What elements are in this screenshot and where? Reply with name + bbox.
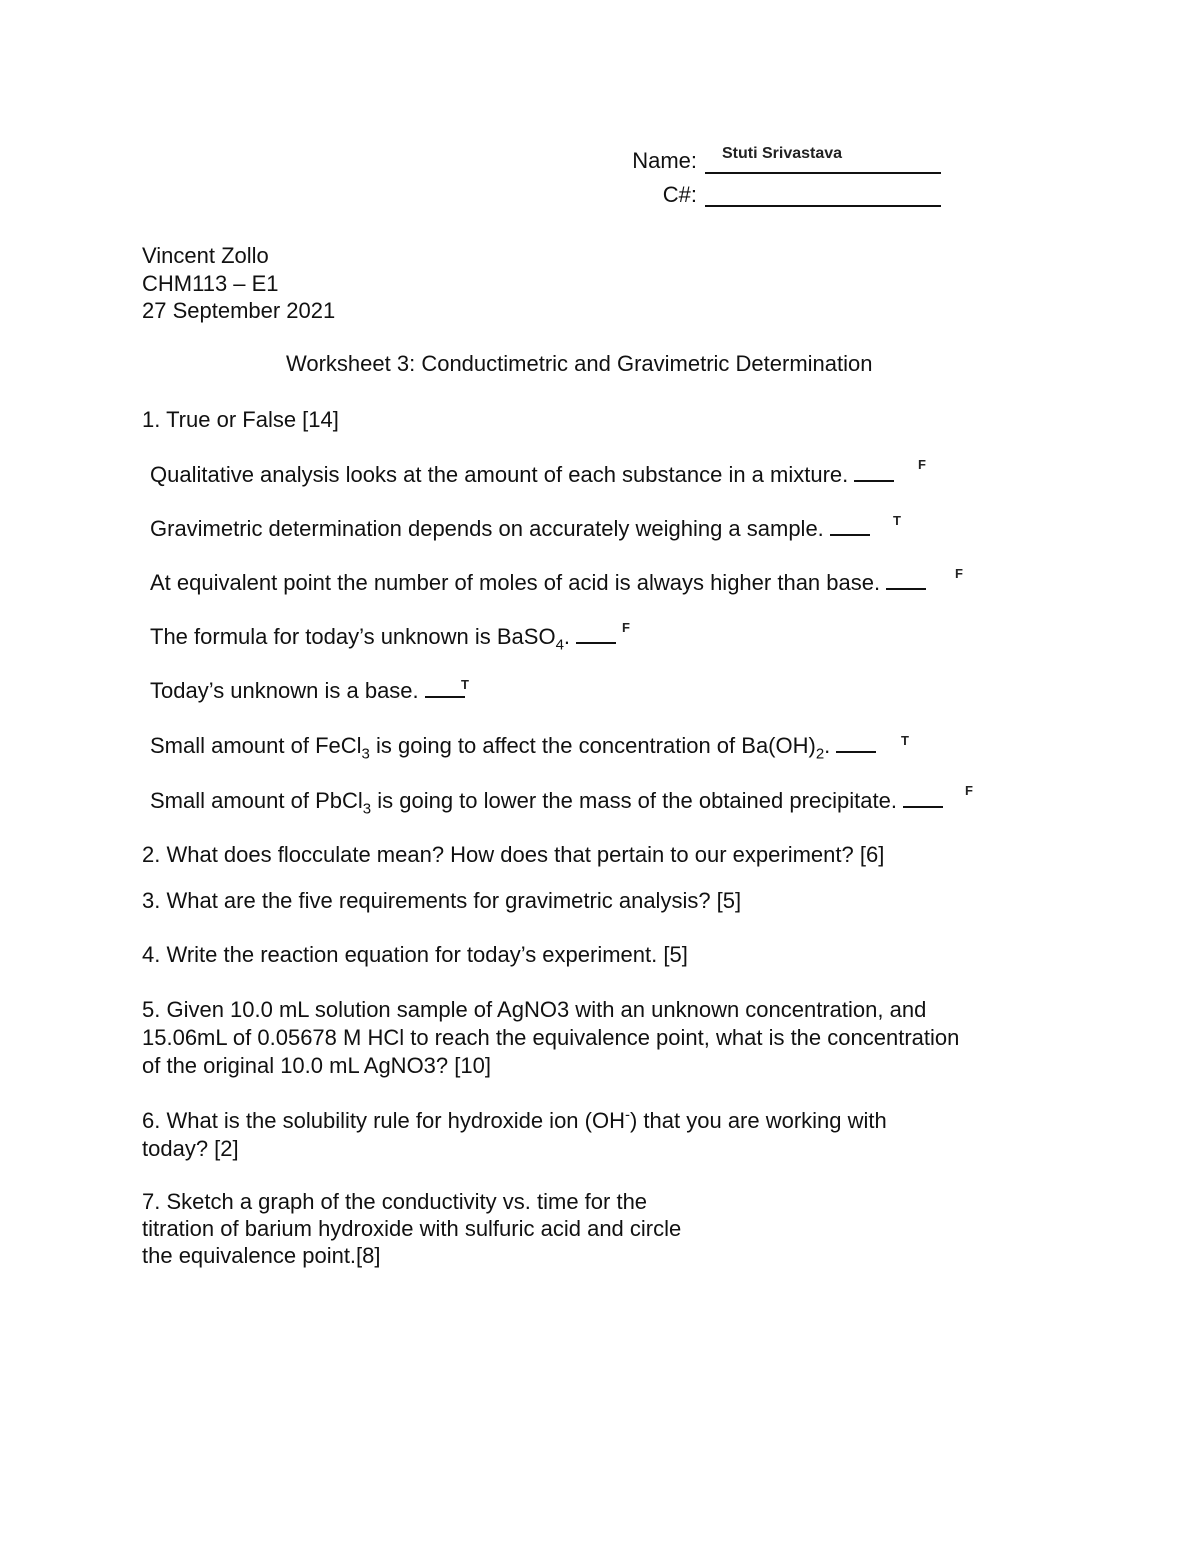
tf-item-2-blank[interactable]	[830, 534, 870, 536]
tf-item-6	[150, 733, 876, 763]
tf-item-6-sub2: 2	[815, 745, 825, 763]
tf-item-4-sub: 4	[555, 636, 564, 654]
tf-item-7-blank[interactable]	[903, 806, 943, 808]
question-6-text-pre: 6. What is the solubility rule for hydroxide ion (OH	[142, 1108, 625, 1133]
cnum-label: C#:	[662, 182, 697, 207]
tf-item-3	[150, 570, 926, 595]
question-5-line-1: 5. Given 10.0 mL solution sample of AgNO3 with an unknown concentration, and	[142, 997, 927, 1022]
tf-item-1-text: Qualitative analysis looks at the amount of each substance in a mixture.	[150, 462, 855, 487]
tf-item-6-blank[interactable]	[836, 751, 876, 753]
tf-item-6-sub: 3	[361, 745, 370, 763]
tf-item-2	[150, 516, 870, 541]
tf-item-6-mid: is going to affect the concentration of Ba(OH)	[369, 733, 816, 758]
tf-item-6-post: .	[824, 733, 837, 758]
tf-item-2-text: Gravimetric determination depends on accurately weighing a sample.	[150, 516, 830, 541]
instructor-name: Vincent Zollo	[142, 243, 269, 268]
tf-item-3-text: At equivalent point the number of moles of acid is always higher than base.	[150, 570, 887, 595]
tf-item-4-answer: F	[622, 620, 630, 635]
question-6-text-post: ) that you are working with	[629, 1108, 887, 1133]
question-7-line-2: titration of barium hydroxide with sulfuric acid and circle	[142, 1216, 682, 1241]
tf-item-7	[150, 788, 943, 818]
question-3: 3. What are the five requirements for gravimetric analysis? [5]	[142, 888, 742, 913]
question-6-sup: -	[624, 1106, 630, 1124]
tf-item-4-text: The formula for today’s unknown is BaSO	[150, 624, 556, 649]
date: 27 September 2021	[142, 298, 336, 323]
tf-item-5-answer: T	[461, 677, 469, 692]
tf-item-6-answer: T	[901, 733, 909, 748]
question-5-line-3: of the original 10.0 mL AgNO3? [10]	[142, 1053, 491, 1078]
question-4: 4. Write the reaction equation for today’s experiment. [5]	[142, 942, 688, 967]
tf-item-4-post: .	[563, 624, 577, 649]
tf-item-7-sub: 3	[362, 800, 372, 818]
tf-item-1-blank[interactable]	[854, 480, 894, 482]
tf-item-2-answer: T	[893, 513, 901, 528]
tf-item-7-text: Small amount of PbCl	[150, 788, 363, 813]
tf-item-1-answer: F	[918, 457, 926, 472]
cnum-field-line[interactable]	[705, 205, 941, 207]
question-6-line-2: today? [2]	[142, 1136, 239, 1161]
tf-item-4	[150, 624, 616, 654]
name-field-line[interactable]	[705, 172, 941, 174]
question-2: 2. What does flocculate mean? How does that pertain to our experiment? [6]	[142, 842, 885, 867]
tf-item-3-answer: F	[955, 566, 963, 581]
name-label: Name:	[632, 148, 697, 173]
tf-item-3-blank[interactable]	[886, 588, 926, 590]
question-7-line-3: the equivalence point.[8]	[142, 1243, 381, 1268]
tf-item-7-mid: is going to lower the mass of the obtained precipitate.	[371, 788, 904, 813]
tf-item-7-answer: F	[965, 783, 973, 798]
tf-item-6-text: Small amount of FeCl	[150, 733, 362, 758]
question-7-line-1: 7. Sketch a graph of the conductivity vs. time for the	[142, 1189, 648, 1214]
tf-item-1	[150, 462, 894, 487]
q1-heading: 1. True or False [14]	[142, 407, 339, 432]
tf-item-5-blank[interactable]	[425, 696, 465, 698]
name-value: Stuti Srivastava	[722, 145, 843, 162]
tf-item-5	[150, 678, 465, 703]
course-code: CHM113 – E1	[142, 271, 279, 296]
tf-item-4-blank[interactable]	[576, 642, 616, 644]
worksheet-title: Worksheet 3: Conductimetric and Gravimetric Determination	[286, 351, 873, 376]
question-6-line-1	[142, 1108, 887, 1133]
tf-item-5-text: Today’s unknown is a base.	[150, 678, 425, 703]
question-5-line-2: 15.06mL of 0.05678 M HCl to reach the equivalence point, what is the concentration	[142, 1025, 960, 1050]
